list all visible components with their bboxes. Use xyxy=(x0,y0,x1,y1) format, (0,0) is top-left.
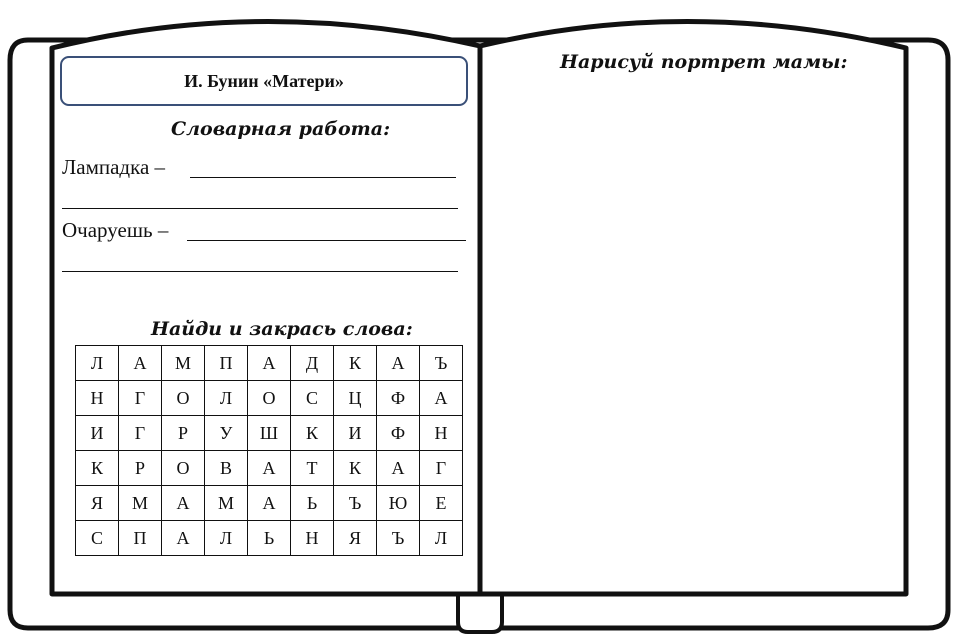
grid-row xyxy=(76,381,463,416)
grid-row xyxy=(76,521,463,556)
word-search-grid xyxy=(75,345,463,556)
grid-cell[interactable]: Л xyxy=(76,346,119,381)
puzzle-heading: Найди и закрась слова: xyxy=(151,318,413,340)
grid-cell[interactable]: Я xyxy=(76,486,119,521)
grid-cell[interactable]: С xyxy=(76,521,119,556)
grid-cell[interactable]: Л xyxy=(205,381,248,416)
grid-cell[interactable]: М xyxy=(162,346,205,381)
grid-cell[interactable]: М xyxy=(119,486,162,521)
answer-line[interactable] xyxy=(190,177,456,178)
grid-cell[interactable]: Ю xyxy=(377,486,420,521)
grid-cell[interactable]: Ъ xyxy=(334,486,377,521)
grid-cell[interactable]: Р xyxy=(162,416,205,451)
grid-cell[interactable]: Г xyxy=(420,451,463,486)
grid-cell[interactable]: О xyxy=(248,381,291,416)
grid-cell[interactable]: Л xyxy=(205,521,248,556)
book-spine-tab xyxy=(458,596,502,632)
grid-cell[interactable]: А xyxy=(377,451,420,486)
vocab-heading: Словарная работа: xyxy=(171,118,391,140)
answer-line[interactable] xyxy=(62,208,458,209)
grid-cell[interactable]: Н xyxy=(76,381,119,416)
grid-cell[interactable]: А xyxy=(377,346,420,381)
grid-cell[interactable]: У xyxy=(205,416,248,451)
grid-cell[interactable]: А xyxy=(420,381,463,416)
title-box xyxy=(60,56,468,106)
grid-cell[interactable]: Ц xyxy=(334,381,377,416)
grid-cell[interactable]: И xyxy=(334,416,377,451)
grid-cell[interactable]: Е xyxy=(420,486,463,521)
grid-cell[interactable]: Ш xyxy=(248,416,291,451)
grid-cell[interactable]: Я xyxy=(334,521,377,556)
grid-row xyxy=(76,451,463,486)
grid-cell[interactable]: Д xyxy=(291,346,334,381)
grid-cell[interactable]: А xyxy=(248,346,291,381)
grid-cell[interactable]: Ь xyxy=(248,521,291,556)
grid-cell[interactable]: К xyxy=(334,346,377,381)
grid-cell[interactable]: Г xyxy=(119,381,162,416)
grid-cell[interactable]: Ъ xyxy=(420,346,463,381)
grid-cell[interactable]: О xyxy=(162,451,205,486)
grid-cell[interactable]: Ф xyxy=(377,381,420,416)
grid-cell[interactable]: С xyxy=(291,381,334,416)
grid-cell[interactable]: П xyxy=(119,521,162,556)
grid-cell[interactable]: Р xyxy=(119,451,162,486)
grid-cell[interactable]: И xyxy=(76,416,119,451)
grid-cell[interactable]: А xyxy=(162,521,205,556)
grid-cell[interactable]: Ф xyxy=(377,416,420,451)
answer-line[interactable] xyxy=(187,240,466,241)
grid-cell[interactable]: Н xyxy=(291,521,334,556)
grid-cell[interactable]: К xyxy=(334,451,377,486)
grid-row xyxy=(76,486,463,521)
grid-row xyxy=(76,416,463,451)
grid-cell[interactable]: О xyxy=(162,381,205,416)
grid-cell[interactable]: К xyxy=(291,416,334,451)
grid-cell[interactable]: Т xyxy=(291,451,334,486)
grid-cell[interactable]: Г xyxy=(119,416,162,451)
grid-row xyxy=(76,346,463,381)
grid-cell[interactable]: А xyxy=(162,486,205,521)
grid-cell[interactable]: В xyxy=(205,451,248,486)
drawing-heading: Нарисуй портрет мамы: xyxy=(560,51,848,73)
grid-cell[interactable]: А xyxy=(248,486,291,521)
drawing-area[interactable] xyxy=(492,90,896,586)
grid-cell[interactable]: М xyxy=(205,486,248,521)
grid-cell[interactable]: Ъ xyxy=(377,521,420,556)
grid-cell[interactable]: А xyxy=(119,346,162,381)
grid-cell[interactable]: Л xyxy=(420,521,463,556)
grid-cell[interactable]: К xyxy=(76,451,119,486)
answer-line[interactable] xyxy=(62,271,458,272)
grid-cell[interactable]: А xyxy=(248,451,291,486)
vocab-word-ocharuesh: Очаруешь – xyxy=(62,218,169,242)
grid-cell[interactable]: Ь xyxy=(291,486,334,521)
vocab-word-lampadka: Лампадка – xyxy=(62,155,166,179)
grid-cell[interactable]: Н xyxy=(420,416,463,451)
worksheet-title: И. Бунин «Матери» xyxy=(184,70,344,91)
grid-cell[interactable]: П xyxy=(205,346,248,381)
